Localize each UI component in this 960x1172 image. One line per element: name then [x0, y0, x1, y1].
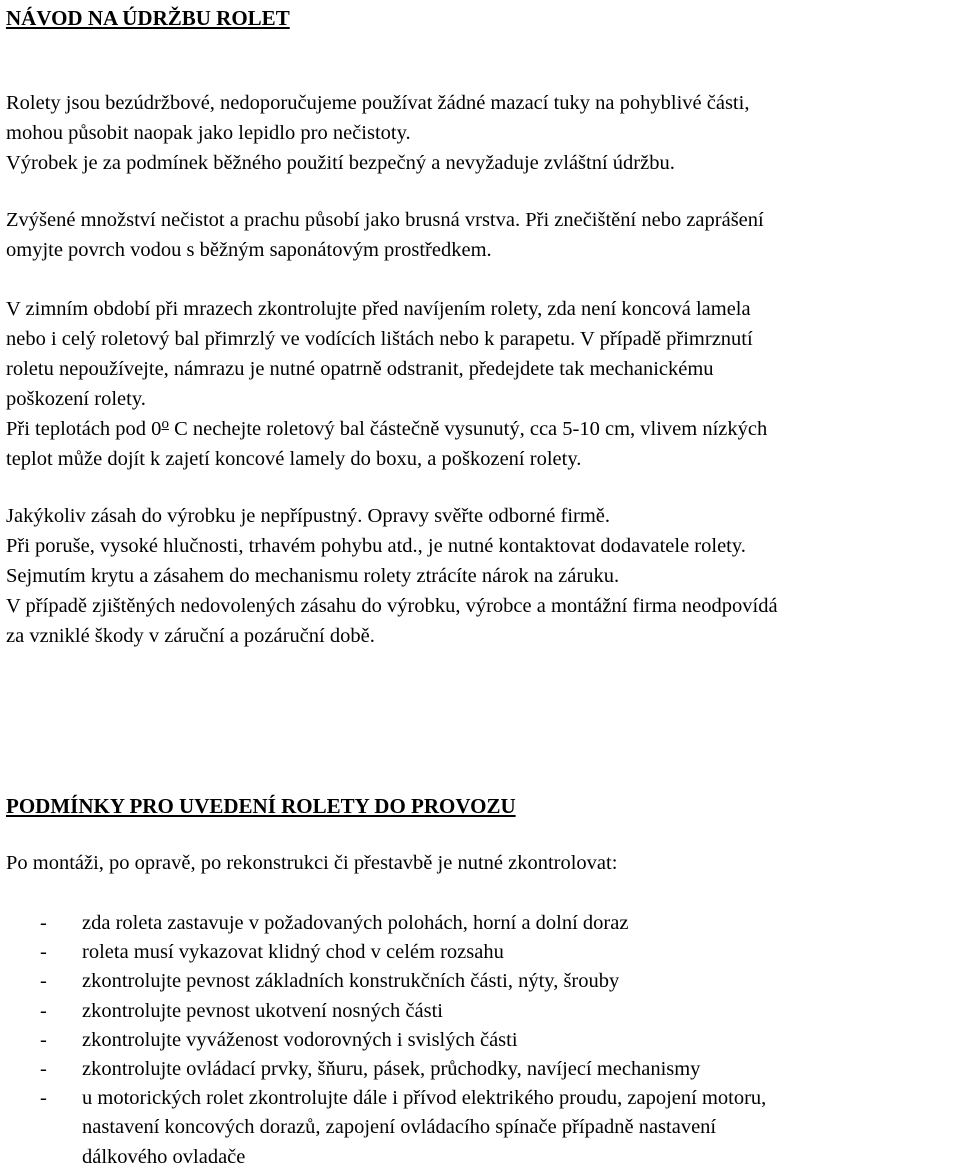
text-line: teplot může dojít k zajetí koncové lamely do boxu, a poškození rolety. [6, 448, 582, 470]
list-item [6, 909, 766, 938]
bullet-dash: - [40, 1087, 47, 1110]
degree-mark: o [161, 416, 169, 432]
text-line [6, 414, 767, 444]
list-item-text: nastavení koncových dorazů, zapojení ovládacího spínače případně nastavení [82, 1116, 717, 1139]
list-item [6, 1084, 766, 1172]
list-item-text: roleta musí vykazovat klidný chod v celém rozsahu [82, 941, 504, 964]
list-item-text: zkontrolujte ovládací prvky, šňuru, pásek, průchodky, navíjecí mechanismy [82, 1058, 701, 1081]
list-item [6, 1026, 766, 1055]
text-line: Při poruše, vysoké hlučnosti, trhavém pohybu atd., je nutné kontaktovat dodavatele rolety. [6, 535, 746, 557]
list-item-text: zkontrolujte pevnost ukotvení nosných části [82, 999, 443, 1022]
text-line: za vzniklé škody v záruční a pozáruční době. [6, 625, 375, 647]
list-item [6, 938, 766, 967]
checklist [6, 909, 766, 1172]
bullet-dash: - [40, 970, 47, 993]
text-line: Výrobek je za podmínek běžného použití bezpečný a nevyžaduje zvláštní údržbu. [6, 152, 675, 174]
bullet-dash: - [40, 999, 47, 1022]
text-fragment: Při teplotách pod 0 [6, 418, 162, 440]
list-item-text: dálkového ovladače [82, 1145, 246, 1168]
list-item-text: zda roleta zastavuje v požadovaných polohách, horní a dolní doraz [82, 912, 629, 934]
text-fragment: C nechejte roletový bal částečně vysunutý, cca 5-10 cm, vlivem nízkých [168, 418, 768, 440]
paragraph-warranty [6, 501, 778, 651]
bullet-dash: - [40, 1028, 47, 1051]
list-item [6, 997, 766, 1026]
text-line: Jakýkoliv zásah do výrobku je nepřípustný. Opravy svěřte odborné firmě. [6, 505, 611, 527]
paragraph-winter [6, 294, 753, 414]
paragraph-temperature [6, 414, 767, 474]
text-line: V případě zjištěných nedovolených zásahu do výrobku, výrobce a montážní firma neodpovídá [6, 595, 778, 617]
bullet-dash: - [40, 941, 47, 964]
text-line: roletu nepoužívejte, námrazu je nutné opatrně odstranit, předejdete tak mechanickému [6, 358, 714, 380]
text-line: Sejmutím krytu a zásahem do mechanismu rolety ztrácíte nárok na záruku. [6, 565, 620, 587]
list-item-text: zkontrolujte pevnost základních konstrukčních části, nýty, šrouby [82, 970, 620, 993]
text-line: Zvýšené množství nečistot a prachu působí jako brusná vrstva. Při znečištění nebo zaprášení [6, 209, 764, 231]
list-item-text: u motorických rolet zkontrolujte dále i přívod elektrikého proudu, zapojení motoru, [82, 1087, 767, 1110]
list-item [6, 1055, 766, 1084]
text-line: poškození rolety. [6, 388, 146, 410]
text-line: Rolety jsou bezúdržbové, nedoporučujeme používat žádné mazací tuky na pohyblivé části, [6, 92, 750, 114]
bullet-dash: - [40, 1058, 47, 1081]
paragraph-maintenance-free [6, 88, 749, 178]
text-line: nebo i celý roletový bal přimrzlý ve vodících lištách nebo k parapetu. V případě přimrznutí [6, 328, 753, 350]
paragraph-cleaning [6, 205, 764, 265]
list-item [6, 967, 766, 996]
paragraph-intro [6, 848, 617, 878]
text-line: mohou působit naopak jako lepidlo pro nečistoty. [6, 122, 411, 144]
bullet-dash: - [40, 912, 47, 934]
list-item-text: zkontrolujte vyváženost vodorovných i svislých části [82, 1028, 518, 1051]
title-maintenance: NÁVOD NA ÚDRŽBU ROLET [6, 6, 290, 30]
text-line: Po montáži, po opravě, po rekonstrukci či přestavbě je nutné zkontrolovat: [6, 852, 618, 874]
title-operation-conditions: PODMÍNKY PRO UVEDENÍ ROLETY DO PROVOZU [6, 794, 516, 818]
text-line: omyjte povrch vodou s běžným saponátovým prostředkem. [6, 239, 492, 261]
text-line: V zimním období při mrazech zkontrolujte před navíjením rolety, zda není koncová lamela [6, 298, 751, 320]
